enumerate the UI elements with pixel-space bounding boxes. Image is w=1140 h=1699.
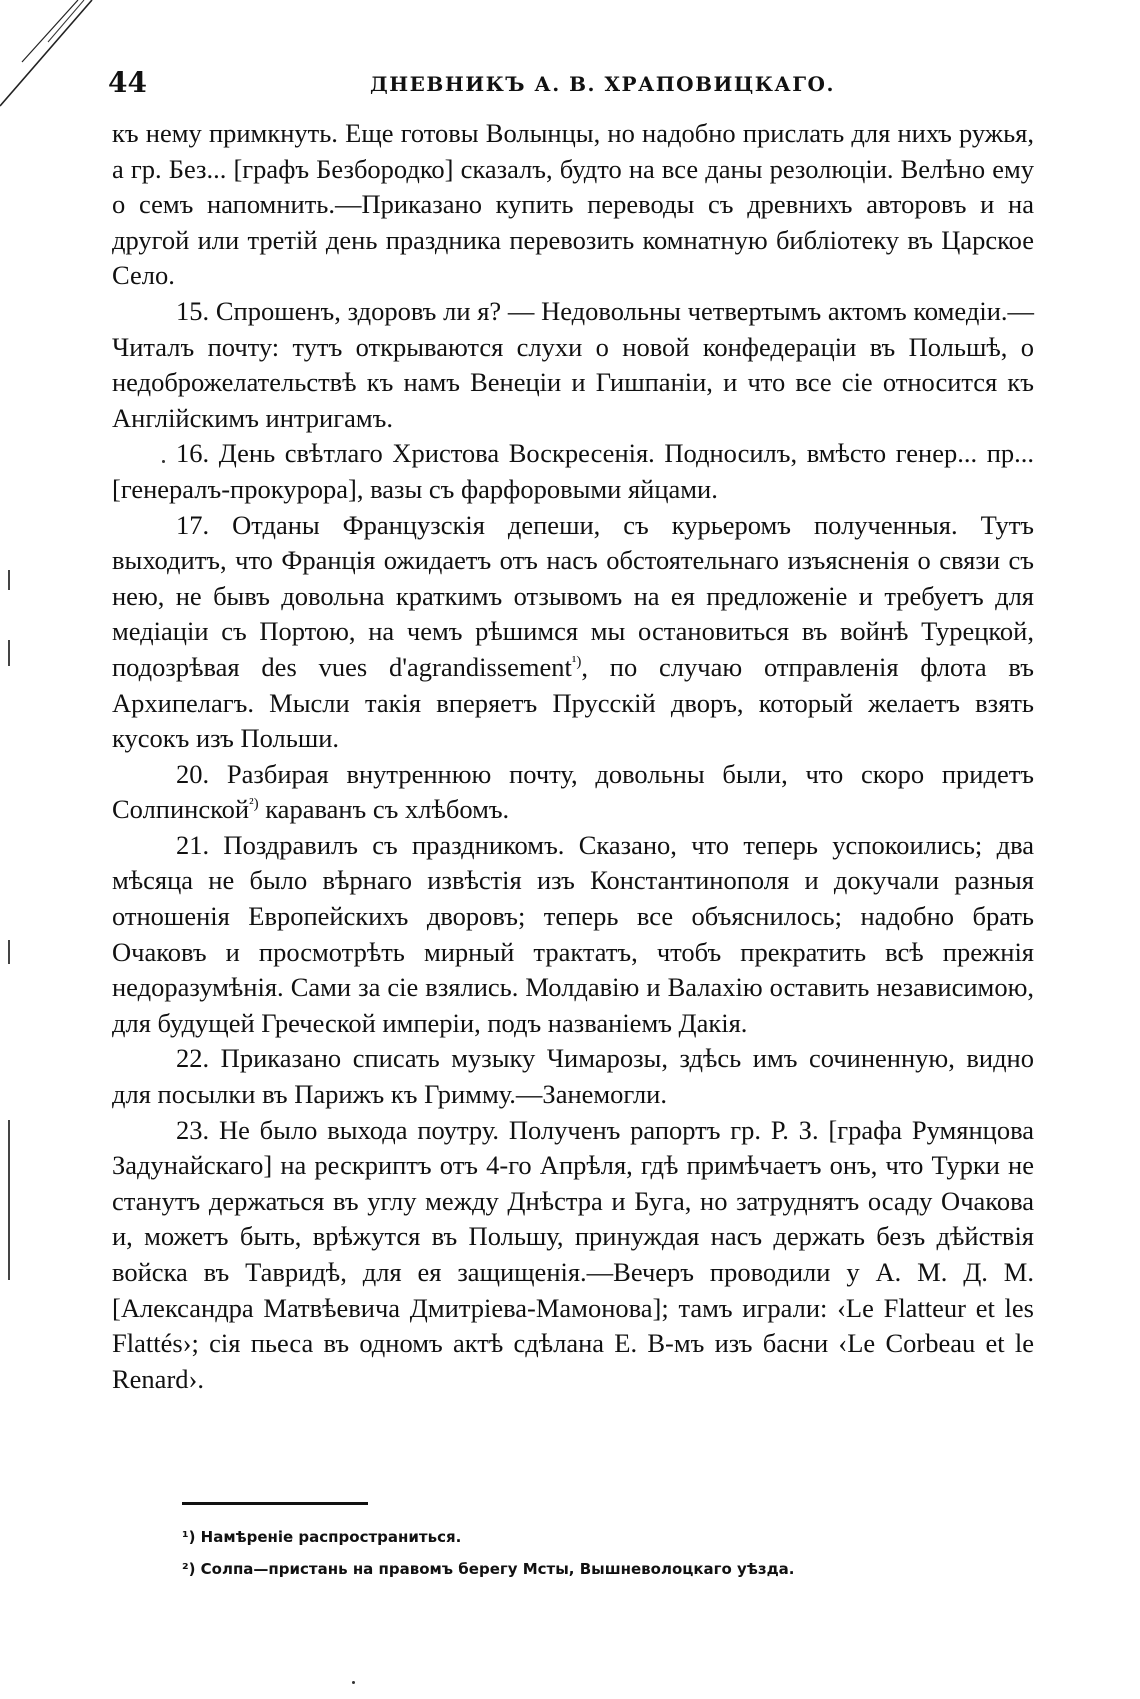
footnote-1: ¹) Намѣреніе распространиться. xyxy=(182,1528,462,1546)
paragraph-entry-16: 16. День свѣтлаго Христова Воскресенія. Подносилъ, вмѣсто генер... пр... [генералъ-прокурора], вазы съ фарфоровыми яйцами. xyxy=(112,438,1034,504)
entry-17-text-a: 17. Отданы Французскія депеши, съ курьеромъ полученныя. Тутъ выходитъ, что Франція ожидаетъ отъ насъ обстоятельнаго изъясненія о связи съ нею, не бывъ довольна краткимъ отзывомъ на ея предложеніе и требуетъ для медіаціи съ Портою, на чемъ рѣшимся мы остановиться въ войнѣ Турецкой, подозрѣвая des vues d'agrandissement xyxy=(112,509,1034,682)
footnotes xyxy=(182,1524,1002,1588)
margin-scan-mark xyxy=(8,940,10,964)
paragraph-entry-21: 21. Поздравилъ съ праздникомъ. Сказано, что теперь успокоились; два мѣсяца не было вѣрнаго извѣстія изъ Константинополя и докучали разныя отношенія Европейскихъ дворовъ; теперь все объяснилось; надобно брать Очаковъ и просмотрѣть мирный трактатъ, чтобъ прекратить всѣ прежнія недоразумѣнія. Сами за сіе взялись. Молдавію и Валахію оставить независимою, для будущей Греческой имперіи, подъ названіемъ Дакія. xyxy=(112,829,1034,1038)
paragraph-entry-17 xyxy=(112,508,1034,757)
entry-20-text-b: караванъ съ хлѣбомъ. xyxy=(258,794,510,825)
page-header xyxy=(108,66,1028,106)
scan-speck xyxy=(352,1681,355,1684)
margin-scan-mark xyxy=(8,640,10,666)
page-number: 44 xyxy=(108,66,147,99)
entry-20-text-a: 20. Разбирая внутреннюю почту, довольны были, что скоро придетъ Солпинской xyxy=(112,758,1034,825)
footnote-2: ²) Солпа—пристань на правомъ берегу Мсты, Вышневолоцкаго уѣзда. xyxy=(182,1560,795,1578)
running-title: ДНЕВНИКЪ А. В. ХРАПОВИЦКАГО. xyxy=(370,72,835,96)
footnote-marker-1: ¹) xyxy=(571,654,582,671)
paragraph-continued: къ нему примкнуть. Еще готовы Волынцы, но надобно прислать для нихъ ружья, а гр. Без... [графъ Безбородко] сказалъ, будто на все даны резолюціи. Велѣно ему о семъ напомнить.—Приказано купить переводы съ древнихъ авторовъ и на другой или третій день праздника перевозить комнатную библіотеку въ Царское Село. xyxy=(112,118,1034,291)
margin-scan-mark xyxy=(8,1120,10,1280)
scan-speck xyxy=(162,460,165,463)
body-text xyxy=(112,116,1034,1397)
paragraph-entry-20 xyxy=(112,757,1034,828)
entry-17-text-b: , по случаю отправленія флота въ Архипелагъ. Мысли такія вперяетъ Прусскій дворъ, который желаетъ взять кусокъ изъ Польши. xyxy=(112,651,1034,754)
paragraph-entry-15: 15. Спрошенъ, здоровъ ли я? — Недовольны четвертымъ актомъ комедіи.—Читалъ почту: тутъ открываются слухи о новой конфедераціи въ Польшѣ, о недоброжелательствѣ къ намъ Венеціи и Гишпаніи, и что все сіе относится къ Англійскимъ интригамъ. xyxy=(112,295,1034,433)
paragraph-entry-22: 22. Приказано списать музыку Чимарозы, здѣсь имъ сочиненную, видно для посылки въ Парижъ къ Гримму.—Занемогли. xyxy=(112,1043,1034,1110)
margin-scan-mark xyxy=(8,570,10,590)
paragraph-entry-23: 23. Не было выхода поутру. Полученъ рапортъ гр. Р. З. [графа Румянцова Задунайскаго] на рескриптъ отъ 4-го Апрѣля, гдѣ примѣчаетъ онъ, что Турки не станутъ держаться въ углу между Днѣстра и Буга, но затруднятъ осаду Очакова и, можетъ быть, врѣжутся въ Польшу, принуждая насъ держать безъ дѣйствія войска въ Тавридѣ, для ея защищенія.—Вечеръ проводили у А. М. Д. М. [Александра Матвѣевича Дмитріева-Мамонова]; тамъ играли: ‹Le Flatteur et les Flattés›; сія пьеса въ одномъ актѣ сдѣлана Е. В-мъ изъ басни ‹Le Corbeau et le Renard›. xyxy=(112,1114,1034,1394)
footnote-marker-2: ²) xyxy=(249,796,259,813)
footnote-separator-rule xyxy=(182,1502,368,1505)
